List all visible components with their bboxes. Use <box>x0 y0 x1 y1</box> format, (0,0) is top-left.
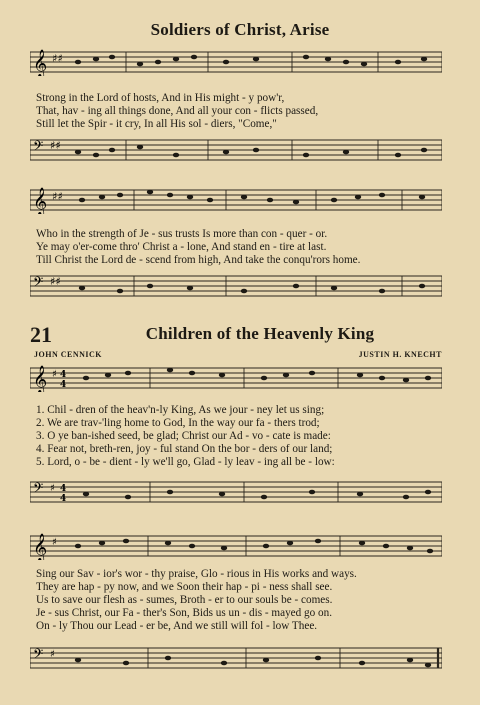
lyric-line: Till Christ the Lord de - scend from high, And take the conqu'rors home. <box>36 254 361 266</box>
treble-staff <box>30 186 442 214</box>
hymn-number: 21 <box>30 322 52 347</box>
svg-text:4: 4 <box>60 370 67 380</box>
svg-text:4: 4 <box>60 494 67 504</box>
lyric-line: Still let the Spir - it cry, In all His sol - diers, "Come," <box>36 118 277 130</box>
svg-text:𝄞: 𝄞 <box>33 533 48 560</box>
lyric-line: 2. We are trav-'ling home to God, In the way our fa - thers trod; <box>36 417 320 429</box>
author-credit: JOHN CENNICK <box>34 350 103 359</box>
lyric-line: 3. O ye ban-ished seed, be glad; Christ our Ad - vo - cate is made: <box>36 430 331 442</box>
svg-text:♯: ♯ <box>50 649 55 660</box>
svg-text:♯♯: ♯♯ <box>52 52 63 65</box>
treble-staff <box>30 48 442 76</box>
svg-text:𝄞: 𝄞 <box>33 365 48 392</box>
svg-text:♯: ♯ <box>50 483 55 494</box>
svg-text:♯♯: ♯♯ <box>50 139 61 152</box>
lyric-line: 4. Fear not, breth-ren, joy - ful stand On the bor - ders of our land; <box>36 443 333 455</box>
hymn-title-soldiers: Soldiers of Christ, Arise <box>150 20 330 39</box>
hymn-title-children: Children of the Heavenly King <box>145 324 375 343</box>
lyric-line: On - ly Thou our Lead - er be, And we still will fol - low Thee. <box>36 620 318 632</box>
lyric-line: 1. Chil - dren of the heav'n-ly King, As we jour - ney let us sing; <box>36 404 325 416</box>
svg-text:♯♯: ♯♯ <box>52 190 63 203</box>
lyric-line: Us to save our flesh as - sumes, Broth - er to our souls be - comes. <box>36 594 333 606</box>
svg-text:𝄢: 𝄢 <box>33 480 44 499</box>
svg-text:𝄞: 𝄞 <box>33 187 48 214</box>
svg-text:𝄢: 𝄢 <box>33 646 44 665</box>
svg-text:4: 4 <box>60 380 67 390</box>
lyric-line: Sing our Sav - ior's wor - thy praise, Glo - rious in His works and ways. <box>36 568 357 580</box>
lyric-line: That, hav - ing all things done, And all your con - flicts passed, <box>36 105 319 117</box>
lyric-line: They are hap - py now, and we Soon their hap - pi - ness shall see. <box>36 581 333 593</box>
lyric-line: Je - sus Christ, our Fa - ther's Son, Bids us un - dis - mayed go on. <box>36 607 332 619</box>
bass-staff <box>30 272 442 300</box>
composer-credit: JUSTIN H. KNECHT <box>358 350 442 359</box>
bass-staff <box>30 478 442 506</box>
bass-staff <box>30 644 442 672</box>
svg-text:𝄞: 𝄞 <box>33 49 48 76</box>
treble-staff <box>30 532 442 560</box>
svg-text:𝄢: 𝄢 <box>33 138 44 157</box>
lyric-line: Strong in the Lord of hosts, And in His might - y pow'r, <box>36 92 285 104</box>
svg-text:4: 4 <box>60 484 67 494</box>
bass-staff <box>30 136 442 164</box>
lyric-line: Who in the strength of Je - sus trusts Is more than con - quer - or. <box>36 228 328 240</box>
svg-text:♯: ♯ <box>52 369 57 380</box>
svg-text:♯: ♯ <box>52 537 57 548</box>
lyric-line: 5. Lord, o - be - dient - ly we'll go, Glad - ly leav - ing all be - low: <box>36 456 335 468</box>
svg-text:♯♯: ♯♯ <box>50 275 61 288</box>
lyric-line: Ye may o'er-come thro' Christ a - lone, And stand en - tire at last. <box>36 241 327 253</box>
svg-text:𝄢: 𝄢 <box>33 274 44 293</box>
treble-staff <box>30 364 442 392</box>
